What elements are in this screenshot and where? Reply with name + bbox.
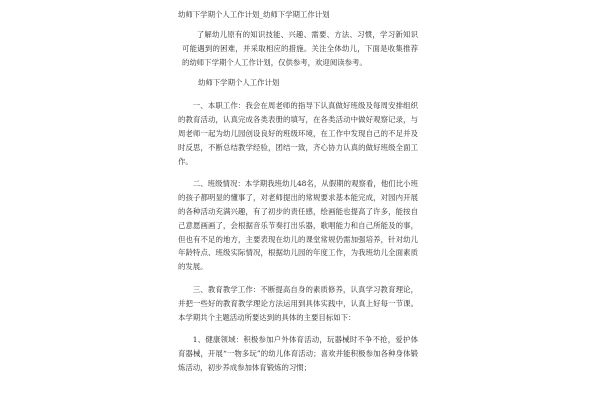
intro-paragraph: 了解幼儿原有的知识技能、兴趣、需要、方法、习惯，学习新知识可能遇到的困难，并采取相应的措施。关注全体幼儿，下面是收集推荐的幼师下学期个人工作计划，仅供参考，欢迎阅读参考。: [182, 30, 418, 67]
document-title: 幼师下学期个人工作计划_幼师下学期工作计划: [178, 10, 330, 19]
paragraph-teaching-work: 三、教育教学工作：不断提高自身的素质修养，认真学习教育理论，并把一些好的教育教学理论方法运用到具体实践中，认真上好每一节课。本学期共个主题活动所要达到的具体的主要目标如下：: [178, 284, 418, 322]
section-heading: 幼师下学期个人工作计划: [198, 78, 280, 88]
paragraph-class-situation: 二、班级情况：本学期我班幼儿48名，从假期的观察看，他们比小班的孩子都明显的懂事了，对老师提出的常规要求基本能完成，对园内开展的各种活动充满兴趣，有了初步的责任感，绘画能也提高了许多，能按自己意愿画画了，会根据音乐节奏打出乐器，歌唱能力和自己所能及的事，但也有不足的地方，主要表现在幼儿的课堂常规仍需加强培养，针对幼儿年龄特点、班级实际情况，根据幼儿园的年度工作，为我班幼儿全面素质的发展。: [178, 179, 418, 272]
document-body: [178, 10, 418, 384]
paragraph-health-domain: 1、健康领域：积极参加户外体育活动，玩器械时不争不抢，爱护体育器械，开展“一物多玩”的幼儿体育活动；喜欢并能积极参加各种身体锻炼活动，初步养成参加体育锻炼的习惯；: [178, 335, 418, 372]
paragraph-duties: 一、本职工作：我会在周老师的指导下认真做好班级及每周安排组织的教育活动，认真完成各类表册的填写，在各类活动中做好观察记录，与周老师一起为幼儿园创设良好的班级环境，在工作中发现自己的不足并及时反思，不断总结教学经验，团结一致，齐心协力认真的做好班级全面工作。: [178, 101, 418, 166]
